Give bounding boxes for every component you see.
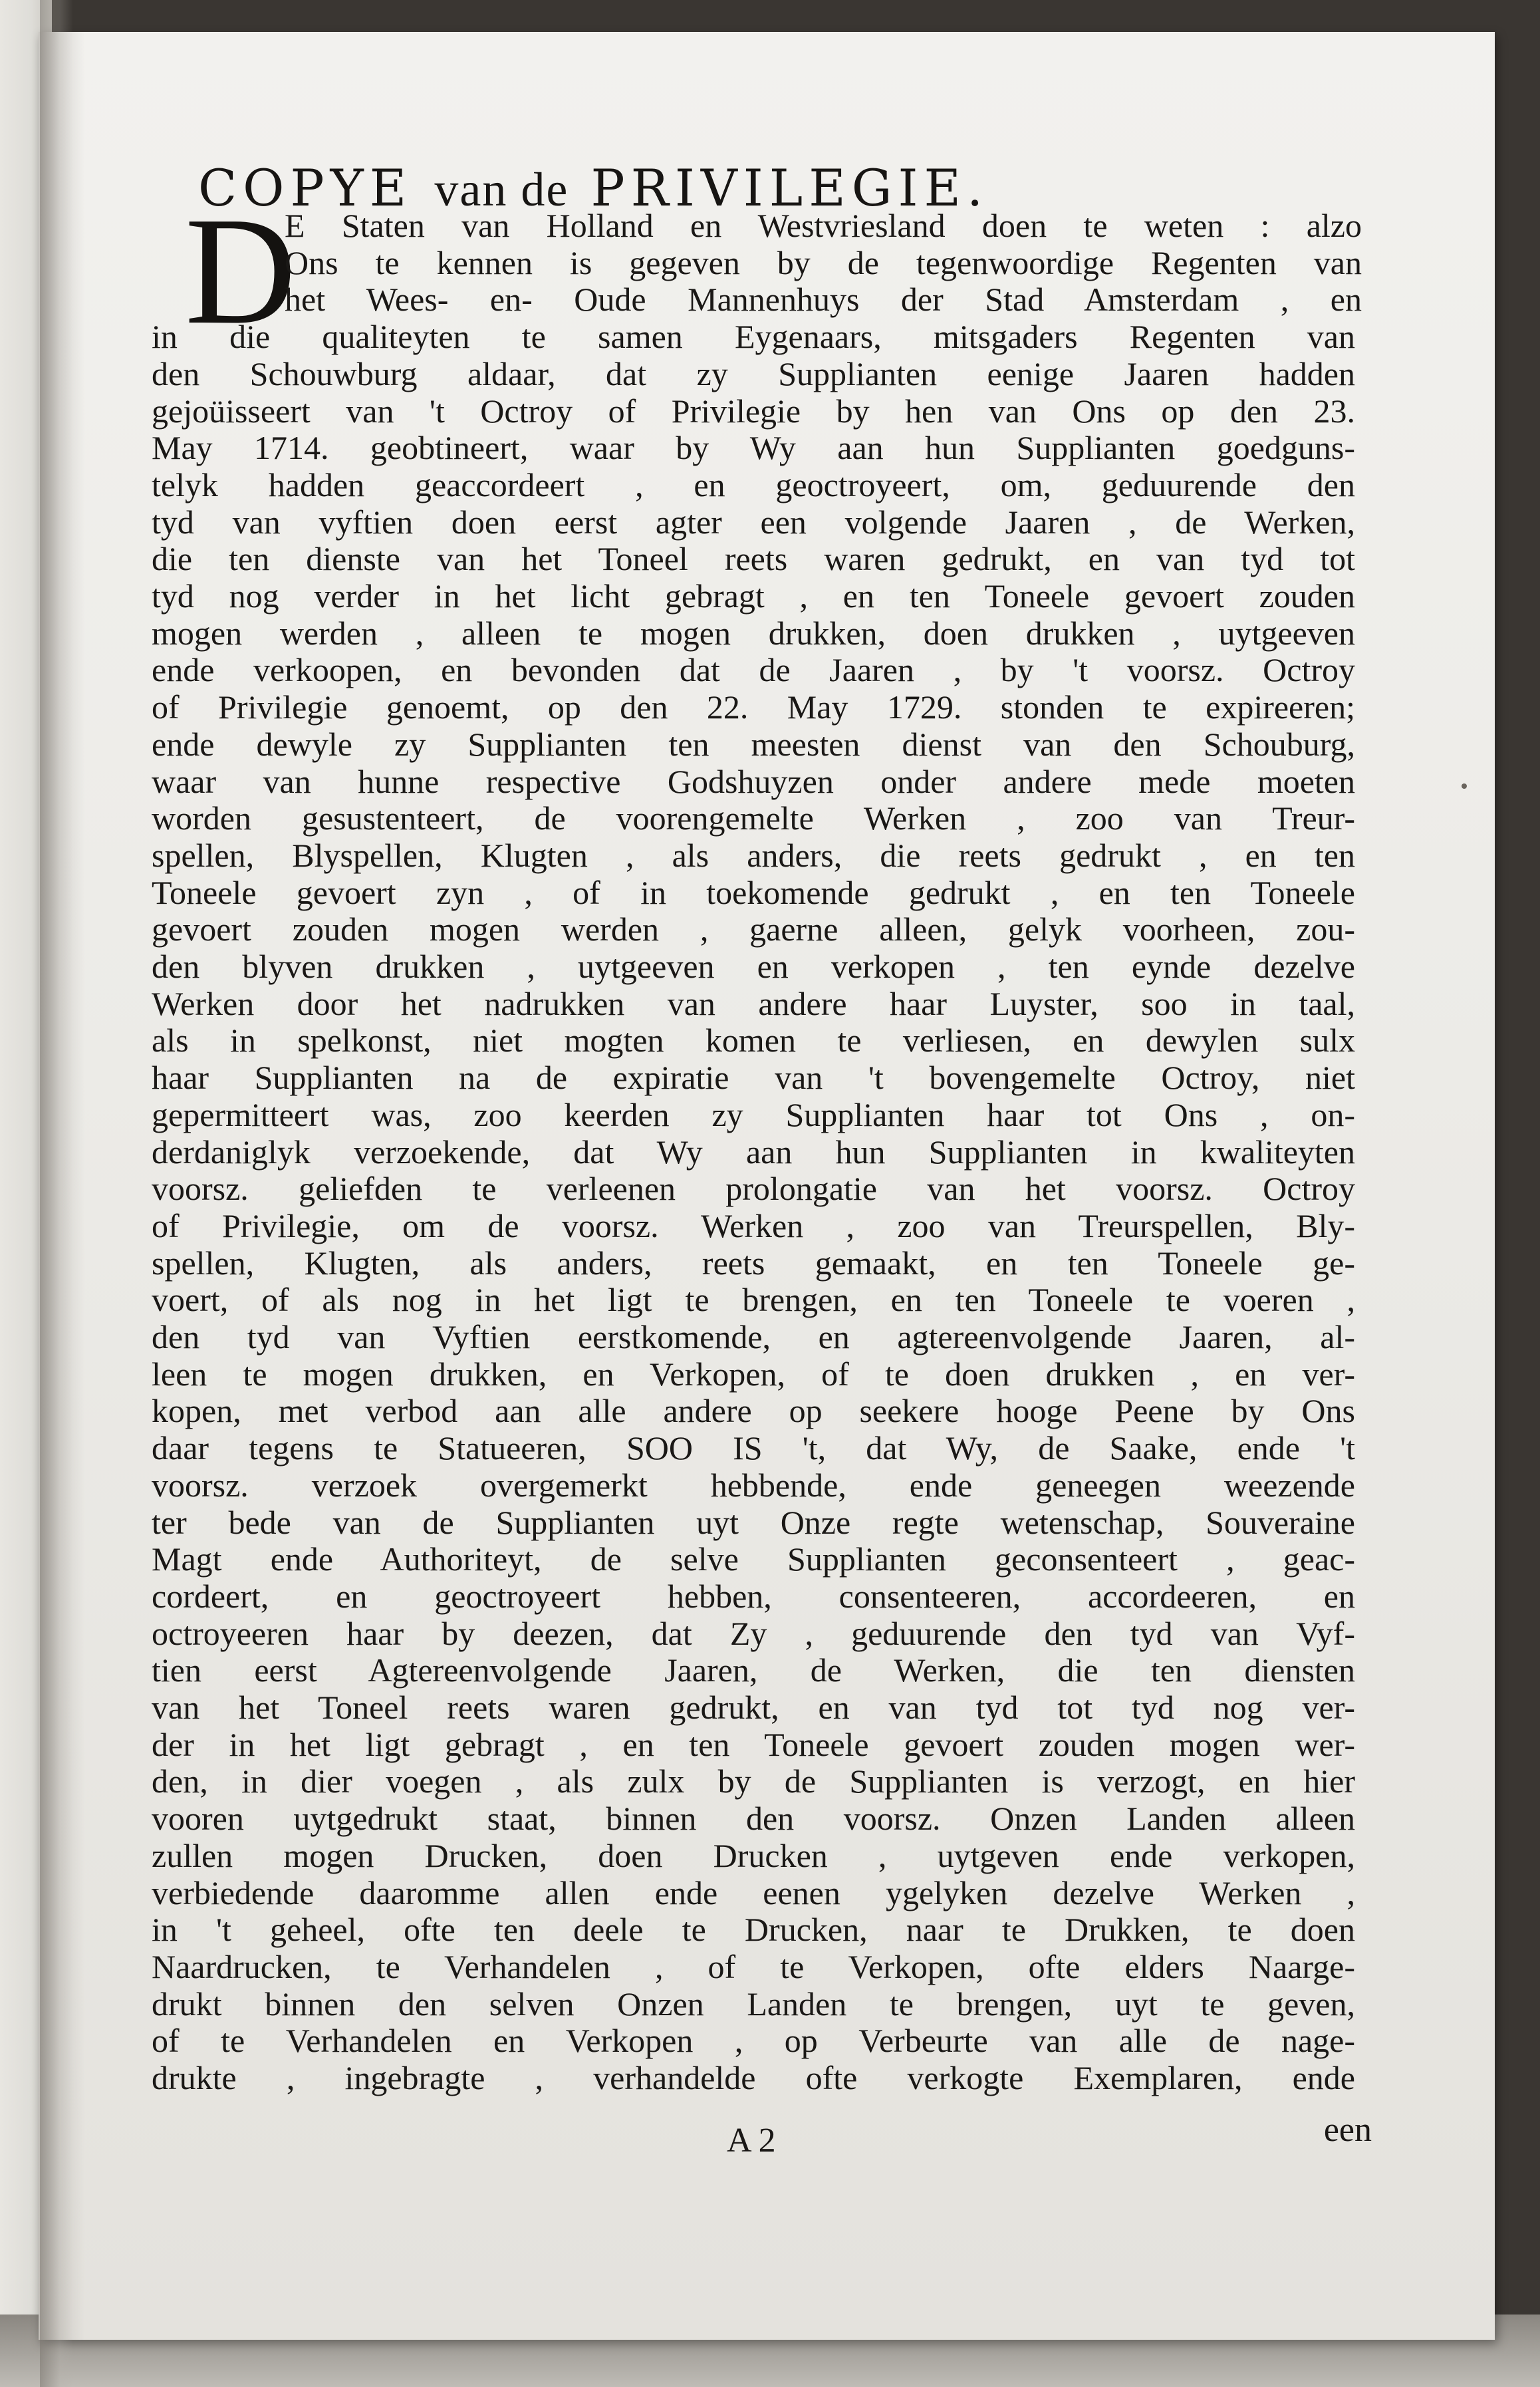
text-line: die ten dienste van het Toneel reets waren gedrukt, en van tyd tot	[152, 540, 1355, 578]
text-line: daar tegens te Statueeren, SOO IS 't, dat Wy, de Saake, ende 't	[152, 1429, 1355, 1467]
text-line: E Staten van Holland en Westvriesland doen te weten : alzo	[285, 207, 1362, 244]
text-line: drukt binnen den selven Onzen Landen te brengen, uyt te geven,	[152, 1985, 1355, 2023]
privilege-text	[39, 32, 1495, 2340]
text-line: spellen, Blyspellen, Klugten , als anders, die reets gedrukt , en ten	[152, 836, 1355, 874]
text-line: den, in dier voegen , als zulx by de Supplianten is verzogt, en hier	[152, 1762, 1355, 1800]
text-line: of Privilegie, om de voorsz. Werken , zoo van Treurspellen, Bly-	[152, 1206, 1355, 1244]
text-line: mogen werden , alleen te mogen drukken, doen drukken , uytgeeven	[152, 614, 1355, 652]
text-line: voorsz. geliefden te verleenen prolongatie van het voorsz. Octroy	[152, 1170, 1355, 1208]
text-line: het Wees- en- Oude Mannenhuys der Stad Amsterdam , en	[285, 281, 1362, 319]
text-line: Magt ende Authoriteyt, de selve Supplianten geconsenteert , geac-	[152, 1540, 1355, 1578]
text-line: zullen mogen Drucken, doen Drucken , uytgeven ende verkopen,	[152, 1836, 1355, 1874]
text-line: May 1714. geobtineert, waar by Wy aan hun Supplianten goedguns-	[152, 429, 1355, 467]
title-word-privilegie: PRIVILEGIE.	[590, 158, 989, 217]
text-line: Toneele gevoert zyn , of in toekomende gedrukt , en ten Toneele	[152, 873, 1355, 911]
text-line: ende dewyle zy Supplianten ten meesten dienst van den Schouburg,	[152, 725, 1355, 763]
signature-mark: A 2	[727, 2122, 776, 2160]
catchword: een	[1323, 2111, 1372, 2149]
text-line: waar van hunne respective Godshuyzen onder andere mede moeten	[152, 762, 1355, 800]
text-line: derdaniglyk verzoekende, dat Wy aan hun Supplianten in kwaliteyten	[152, 1133, 1355, 1171]
text-line: der in het ligt gebragt , en ten Toneele gevoert zouden mogen wer-	[152, 1725, 1355, 1763]
text-line: telyk hadden geaccordeert , en geoctroyeert, om, geduurende den	[152, 466, 1355, 503]
text-line: tyd nog verder in het licht gebragt , en ten Toneele gevoert zouden	[152, 577, 1355, 615]
text-line: octroyeeren haar by deezen, dat Zy , geduurende den tyd van Vyf-	[152, 1614, 1355, 1652]
text-line: gepermitteert was, zoo keerden zy Supplianten haar tot Ons , on-	[152, 1095, 1355, 1133]
text-line: den Schouwburg aldaar, dat zy Supplianten eenige Jaaren hadden	[152, 354, 1355, 392]
text-line: worden gesustenteert, de voorengemelte Werken , zoo van Treur-	[152, 799, 1355, 837]
drop-cap: D	[185, 186, 297, 356]
text-line: leen te mogen drukken, en Verkopen, of te doen drukken , en ver-	[152, 1355, 1355, 1393]
text-line: in die qualiteyten te samen Eygenaars, mitsgaders Regenten van	[152, 318, 1355, 356]
text-line: vooren uytgedrukt staat, binnen den voorsz. Onzen Landen alleen	[152, 1800, 1355, 1838]
text-line: of Privilegie genoemt, op den 22. May 1729. stonden te expireeren;	[152, 688, 1355, 726]
text-line: Werken door het nadrukken van andere haar Luyster, soo in taal,	[152, 984, 1355, 1022]
title-word-van-de: van de	[434, 163, 569, 216]
text-line: ter bede van de Supplianten uyt Onze regte wetenschap, Souveraine	[152, 1503, 1355, 1541]
text-line: den blyven drukken , uytgeeven en verkopen , ten eynde dezelve	[152, 948, 1355, 985]
book-gutter	[40, 0, 73, 2387]
text-line: voert, of als nog in het ligt te brengen, en ten Toneele te voeren ,	[152, 1281, 1355, 1319]
text-line: in 't geheel, ofte ten deele te Drucken, naar te Drukken, te doen	[152, 1911, 1355, 1949]
text-line: gevoert zouden mogen werden , gaerne alleen, gelyk voorheen, zou-	[152, 911, 1355, 948]
text-line: tien eerst Agtereenvolgende Jaaren, de Werken, die ten diensten	[152, 1651, 1355, 1689]
text-line: haar Supplianten na de expiratie van 't bovengemelte Octroy, niet	[152, 1059, 1355, 1097]
text-line: spellen, Klugten, als anders, reets gemaakt, en ten Toneele ge-	[152, 1244, 1355, 1282]
title-word-copye: COPYE	[198, 158, 413, 217]
text-line: cordeert, en geoctroyeert hebben, consenteeren, accordeeren, en	[152, 1577, 1355, 1615]
text-line: Ons te kennen is gegeven by de tegenwoordige Regenten van	[285, 243, 1362, 281]
text-line: of te Verhandelen en Verkopen , op Verbeurte van alle de nage-	[152, 2022, 1355, 2060]
book-page	[39, 32, 1495, 2340]
text-line: Naardrucken, te Verhandelen , of te Verkopen, ofte elders Naarge-	[152, 1947, 1355, 1985]
text-line: gejoüisseert van 't Octroy of Privilegie by hen van Ons op den 23.	[152, 392, 1355, 430]
text-line: verbiedende daaromme allen ende eenen ygelyken dezelve Werken ,	[152, 1874, 1355, 1911]
text-line: drukte , ingebragte , verhandelde ofte verkogte Exemplaren, ende	[152, 2059, 1355, 2096]
text-line: van het Toneel reets waren gedrukt, en van tyd tot tyd nog ver-	[152, 1689, 1355, 1726]
text-line: als in spelkonst, niet mogten komen te verliesen, en dewylen sulx	[152, 1022, 1355, 1059]
text-line: den tyd van Vyftien eerstkomende, en agtereenvolgende Jaaren, al-	[152, 1318, 1355, 1355]
text-line: voorsz. verzoek overgemerkt hebbende, ende geneegen weezende	[152, 1466, 1355, 1504]
text-line: kopen, met verbod aan alle andere op seekere hooge Peene by Ons	[152, 1392, 1355, 1430]
text-line: ende verkoopen, en bevonden dat de Jaaren , by 't voorsz. Octroy	[152, 651, 1355, 689]
paper-spot	[1462, 783, 1467, 789]
text-line: tyd van vyftien doen eerst agter een volgende Jaaren , de Werken,	[152, 503, 1355, 541]
